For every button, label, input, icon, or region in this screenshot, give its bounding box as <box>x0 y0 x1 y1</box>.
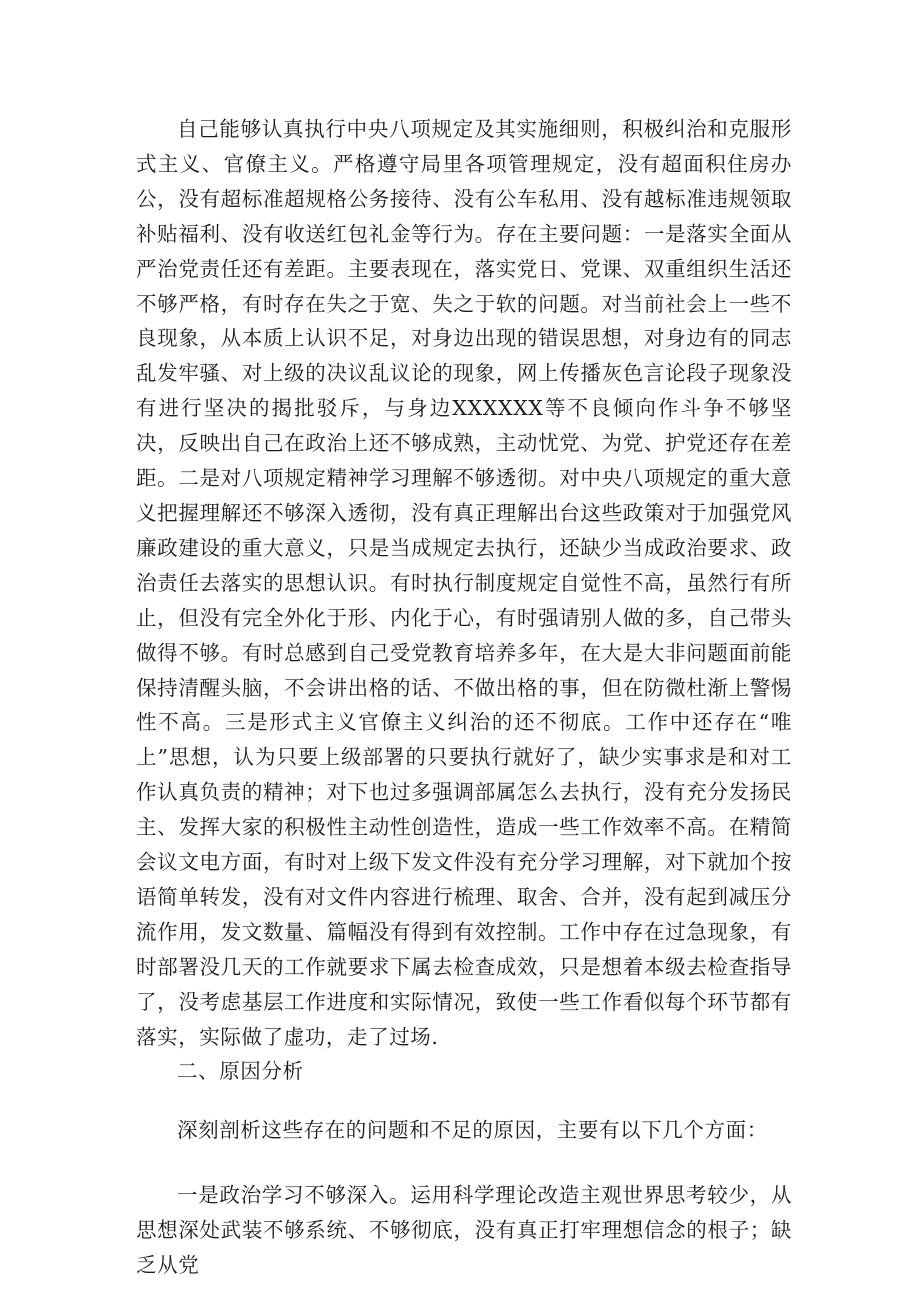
document-page <box>136 112 792 1283</box>
body-paragraph-intro: 深刻剖析这些存在的问题和不足的原因，主要有以下几个方面： <box>177 1118 768 1143</box>
section-heading-cause-analysis: 二、原因分析 <box>177 1059 304 1084</box>
body-paragraph-problems: 自己能够认真执行中央八项规定及其实施细则，积极纠治和克服形式主义、官僚主义。严格遵守局里各项管理规定，没有超面积住房办公，没有超标准超规格公务接待、没有公车私用、没有越标准违规领取补贴福利、没有收送红包礼金等行为。存在主要问题：一是落实全面从严治党责任还有差距。主要表现在，落实党日、党课、双重组织生活还不够严格，有时存在失之于宽、失之于软的问题。对当前社会上一些不良现象，从本质上认识不足，对身边出现的错误思想，对身边有的同志乱发牢骚、对上级的决议乱议论的现象，网上传播灰色言论段子现象没有进行坚决的揭批驳斥，与身边XXXXXX等不良倾向作斗争不够坚决，反映出自己在政治上还不够成熟，主动忧党、为党、护党还存在差距。二是对八项规定精神学习理解不够透彻。对中央八项规定的重大意义把握理解还不够深入透彻，没有真正理解出台这些政策对于加强党风廉政建设的重大意义，只是当成规定去执行，还缺少当成政治要求、政治责任去落实的思想认识。有时执行制度规定自觉性不高，虽然行有所止，但没有完全外化于形、内化于心，有时强请别人做的多，自己带头做得不够。有时总感到自己受党教育培养多年，在大是大非问题面前能保持清醒头脑，不会讲出格的话、不做出格的事，但在防微杜渐上警惕性不高。三是形式主义官僚主义纠治的还不彻底。工作中还存在“唯上”思想，认为只要上级部署的只要执行就好了，缺少实事求是和对工作认真负责的精神；对下也过多强调部属怎么去执行，没有充分发扬民主、发挥大家的积极性主动性创造性，造成一些工作效率不高。在精简会议文电方面，有时对上级下发文件没有充分学习理解，对下就加个按语简单转发，没有对文件内容进行梳理、取舍、合并，没有起到减压分流作用，发文数量、篇幅没有得到有效控制。工作中存在过急现象，有时部署没几天的工作就要求下属去检查成效，只是想着本级去检查指导了，没考虑基层工作进度和实际情况，致使一些工作看似每个环节都有落实，实际做了虚功，走了过场. <box>136 117 792 1049</box>
body-paragraph-point-one: 一是政治学习不够深入。运用科学理论改造主观世界思考较少，从思想深处武装不够系统、不够彻底，没有真正打牢理想信念的根子；缺乏从党 <box>136 1183 792 1278</box>
